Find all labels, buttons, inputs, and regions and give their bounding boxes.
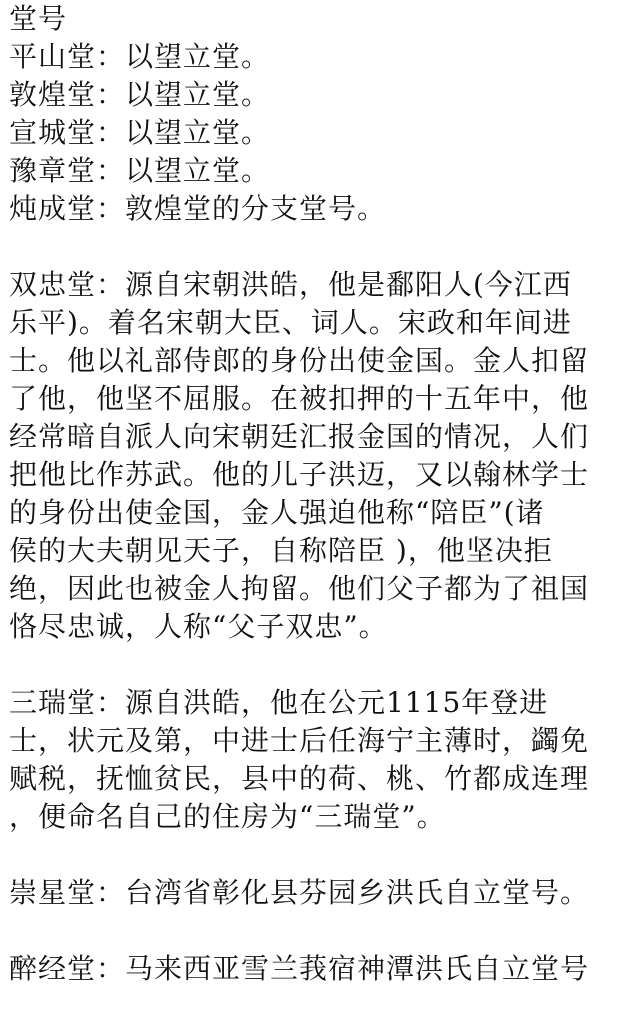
document-body xyxy=(9,0,635,988)
text-line: 绝，因此也被金人拘留。他们父子都为了祖国 xyxy=(9,572,590,605)
paragraph-gap xyxy=(9,228,635,266)
text-line: 乐平)。着名宋朝大臣、词人。宋政和年间进 xyxy=(9,306,572,339)
text-line: 豫章堂：以望立堂。 xyxy=(9,154,271,187)
text-line: 赋税，抚恤贫民，县中的荷、桃、竹都成连理 xyxy=(9,762,590,795)
text-line: 平山堂：以望立堂。 xyxy=(9,40,271,73)
paragraph-gap xyxy=(9,836,635,874)
paragraph-gap xyxy=(9,646,635,684)
text-line: 炖成堂：敦煌堂的分支堂号。 xyxy=(9,192,387,225)
text-line: ，便命名自己的住房为“三瑞堂”。 xyxy=(9,800,446,833)
text-line: 宣城堂：以望立堂。 xyxy=(9,116,271,149)
text-line: 双忠堂：源自宋朝洪皓，他是鄱阳人(今江西 xyxy=(9,268,572,301)
text-line: 经常暗自派人向宋朝廷汇报金国的情况，人们 xyxy=(9,420,590,453)
text-line: 侯的大夫朝见天子，自称陪臣 )，他坚决拒 xyxy=(9,534,553,567)
text-line: 把他比作苏武。他的儿子洪迈，又以翰林学士 xyxy=(9,458,590,491)
text-line: 崇星堂：台湾省彰化县芬园乡洪氏自立堂号。 xyxy=(9,876,590,909)
document-title: 堂号 xyxy=(9,2,68,35)
text-line: 士。他以礼部侍郎的身份出使金国。金人扣留 xyxy=(9,344,590,377)
text-line: 士，状元及第，中进士后任海宁主薄时，蠲免 xyxy=(9,724,590,757)
text-line: 醉经堂：马来西亚雪兰莪宿神潭洪氏自立堂号 xyxy=(9,952,590,985)
text-line: 恪尽忠诚，人称“父子双忠”。 xyxy=(9,610,388,643)
paragraph-gap xyxy=(9,912,635,950)
text-line: 三瑞堂：源自洪皓，他在公元1115年登进 xyxy=(9,686,549,719)
text-line: 敦煌堂：以望立堂。 xyxy=(9,78,271,111)
text-line: 的身份出使金国，金人强迫他称“陪臣”(诸 xyxy=(9,496,545,529)
text-line: 了他，他坚不屈服。在被扣押的十五年中，他 xyxy=(9,382,590,415)
